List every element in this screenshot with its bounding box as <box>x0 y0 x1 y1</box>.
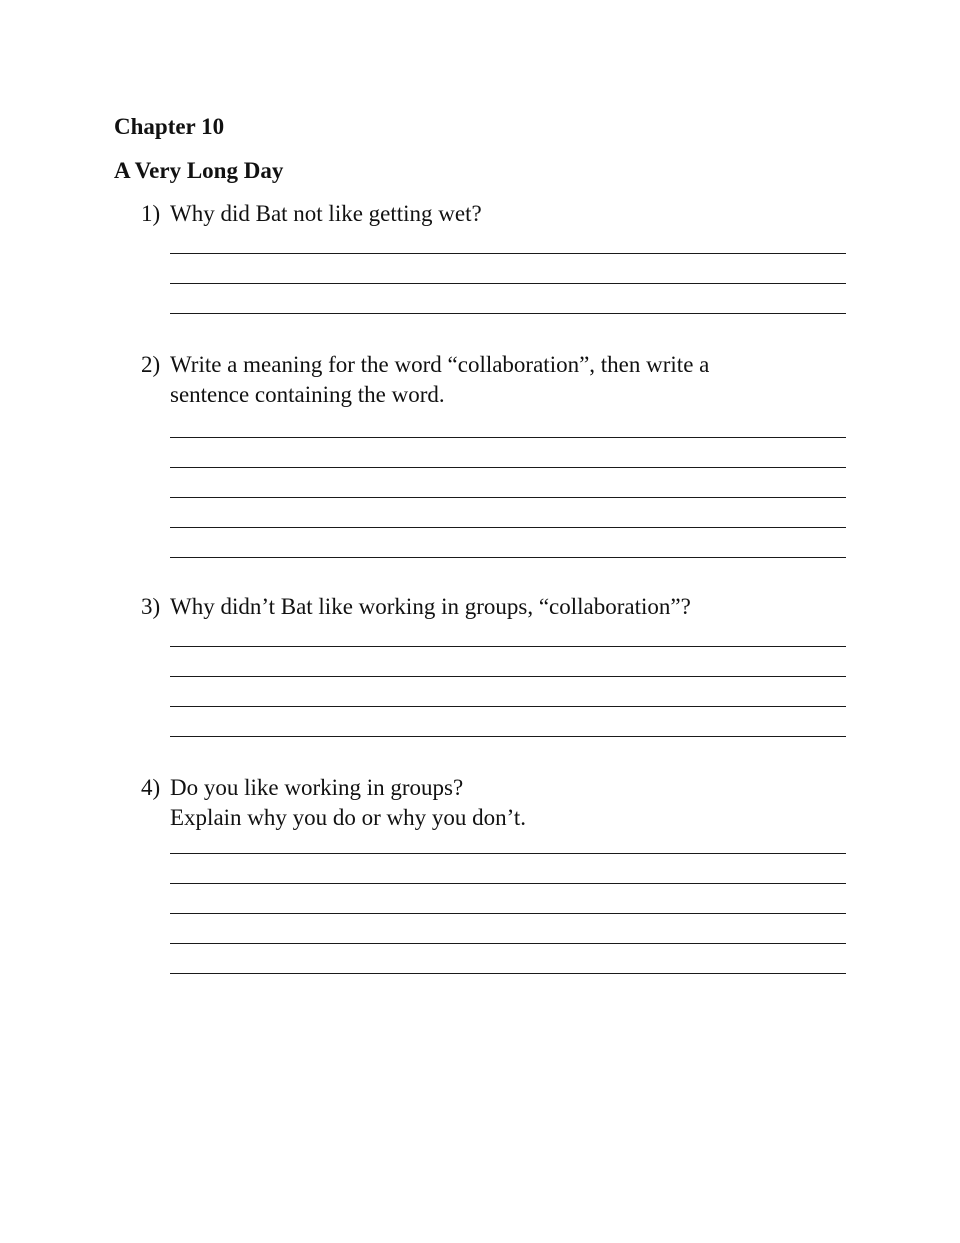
chapter-heading: Chapter 10 <box>114 114 225 139</box>
answer-lines[interactable] <box>170 408 846 558</box>
story-title: A Very Long Day <box>114 158 284 183</box>
answer-line[interactable] <box>170 647 846 677</box>
question-number: 2) <box>141 352 161 377</box>
answer-line[interactable] <box>170 707 846 737</box>
answer-line[interactable] <box>170 854 846 884</box>
answer-line[interactable] <box>170 884 846 914</box>
question-text-line: Write a meaning for the word “collaboration”, then write a <box>170 352 710 377</box>
answer-line[interactable] <box>170 677 846 707</box>
answer-lines[interactable] <box>170 824 846 974</box>
answer-line[interactable] <box>170 498 846 528</box>
answer-line[interactable] <box>170 254 846 284</box>
answer-line[interactable] <box>170 944 846 974</box>
question-text-line: Explain why you do or why you don’t. <box>170 805 527 830</box>
answer-line[interactable] <box>170 408 846 438</box>
answer-line[interactable] <box>170 824 846 854</box>
question-number: 3) <box>141 594 161 619</box>
answer-line[interactable] <box>170 617 846 647</box>
question-text <box>170 350 709 410</box>
answer-line[interactable] <box>170 468 846 498</box>
answer-line[interactable] <box>170 528 846 558</box>
question-text-line: Why didn’t Bat like working in groups, “collaboration”? <box>170 594 691 619</box>
question-number: 4) <box>141 775 161 800</box>
question-text-line: sentence containing the word. <box>170 382 445 407</box>
answer-line[interactable] <box>170 284 846 314</box>
answer-line[interactable] <box>170 438 846 468</box>
question-number: 1) <box>141 201 161 226</box>
answer-lines[interactable] <box>170 224 846 314</box>
answer-line[interactable] <box>170 914 846 944</box>
answer-line[interactable] <box>170 224 846 254</box>
answer-lines[interactable] <box>170 617 846 737</box>
question-text-line: Why did Bat not like getting wet? <box>170 201 482 226</box>
question-text-line: Do you like working in groups? <box>170 775 464 800</box>
